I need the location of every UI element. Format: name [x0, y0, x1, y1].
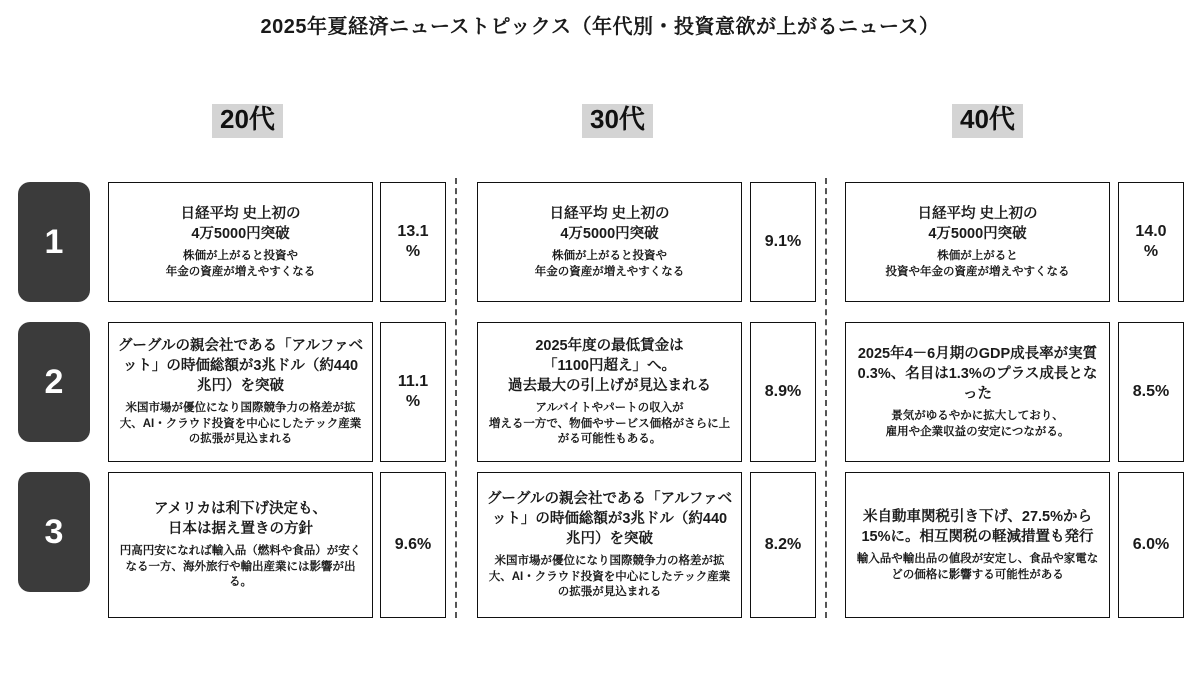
news-cell — [845, 182, 1110, 302]
column-header-30s: 30代 — [582, 104, 653, 138]
news-cell — [108, 472, 373, 618]
news-cell — [477, 322, 742, 462]
column-header-40s: 40代 — [952, 104, 1023, 138]
percentage-value: 6.0% — [1118, 472, 1184, 618]
news-description: 輸入品や輸出品の値段が安定し、食品や家電などの価格に影響する可能性がある — [856, 552, 1099, 581]
percentage-value: 8.5% — [1118, 322, 1184, 462]
news-headline: アメリカは利下げ決定も、 日本は据え置きの方針 — [154, 501, 327, 538]
news-description: 米国市場が優位になり国際競争力の格差が拡大、AI・クラウド投資を中心にしたテック産業の拡張が見込まれる — [488, 555, 731, 599]
news-cell — [477, 472, 742, 618]
news-headline: 日経平均 史上初の 4万5000円突破 — [180, 205, 301, 242]
news-description: 円高円安になれば輸入品（燃料や食品）が安くなる一方、海外旅行や輸出産業には影響が出る。 — [119, 545, 362, 589]
news-description: 株価が上がると投資や 年金の資産が増えやすくなる — [534, 249, 685, 278]
percentage-value: 9.6% — [380, 472, 446, 618]
column-header-20s: 20代 — [212, 104, 283, 138]
news-cell — [108, 182, 373, 302]
rank-badge: 2 — [18, 322, 90, 442]
news-description: 株価が上がると 投資や年金の資産が増えやすくなる — [885, 249, 1070, 278]
news-cell — [845, 322, 1110, 462]
rank-badge: 3 — [18, 472, 90, 592]
percentage-value: 8.2% — [750, 472, 816, 618]
page-title: 2025年夏経済ニューストピックス（年代別・投資意欲が上がるニュース） — [260, 16, 940, 38]
news-headline: 2025年度の最低賃金は 「1100円超え」へ。 過去最大の引上げが見込まれる — [508, 338, 711, 395]
news-headline: 2025年4－6月期のGDP成長率が実質0.3%、名目は1.3%のプラス成長となった — [857, 345, 1098, 402]
news-cell — [108, 322, 373, 462]
news-description: 米国市場が優位になり国際競争力の格差が拡大、AI・クラウド投資を中心にしたテック産業の拡張が見込まれる — [119, 402, 362, 446]
news-description: 景気がゆるやかに拡大しており、 雇用や企業収益の安定につながる。 — [885, 409, 1070, 438]
percentage-value: 11.1 % — [380, 322, 446, 462]
news-headline: 日経平均 史上初の 4万5000円突破 — [549, 205, 670, 242]
news-cell — [477, 182, 742, 302]
news-headline: グーグルの親会社である「アルファベット」の時価総額が3兆ドル（約440兆円）を突破 — [117, 338, 364, 395]
percentage-value: 13.1 % — [380, 182, 446, 302]
news-cell — [845, 472, 1110, 618]
news-description: 株価が上がると投資や 年金の資産が増えやすくなる — [165, 249, 316, 278]
news-headline: 米自動車関税引き下げ、27.5%から15%に。相互関税の軽減措置も発行 — [861, 508, 1094, 545]
column-divider — [455, 178, 457, 618]
column-divider — [825, 178, 827, 618]
news-description: アルバイトやパートの収入が 増える一方で、物価やサービス価格がさらに上がる可能性もある。 — [488, 402, 731, 446]
percentage-value: 14.0 % — [1118, 182, 1184, 302]
news-headline: グーグルの親会社である「アルファベット」の時価総額が3兆ドル（約440兆円）を突破 — [486, 491, 733, 548]
news-headline: 日経平均 史上初の 4万5000円突破 — [917, 205, 1038, 242]
rank-badge: 1 — [18, 182, 90, 302]
percentage-value: 9.1% — [750, 182, 816, 302]
percentage-value: 8.9% — [750, 322, 816, 462]
